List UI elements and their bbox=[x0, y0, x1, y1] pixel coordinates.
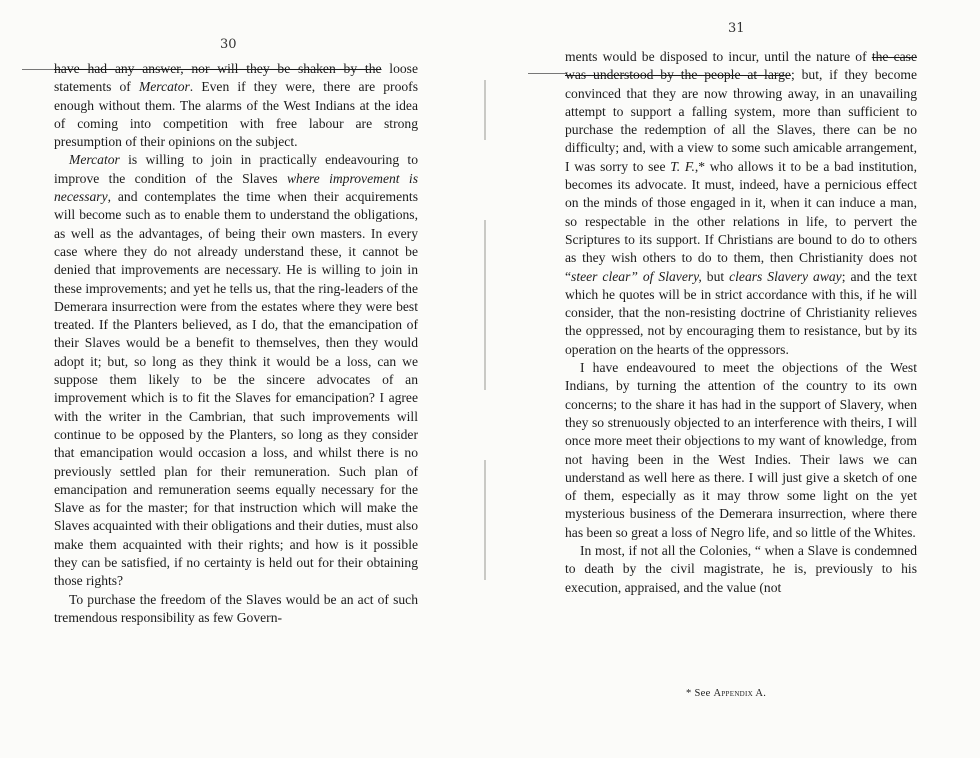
page-number: 30 bbox=[220, 37, 237, 52]
paragraph-text: is willing to join in practically endeavouring to improve the condition of the Slaves bbox=[54, 152, 418, 186]
paragraph-text: ; and the text which he quotes will be in strict accordance with this, if he will consider, that the non-resisting doctrine of Christianity relieves the oppressed, not by encouraging them to resistance, but by its operation on the hearts of the oppressors. bbox=[565, 268, 918, 357]
paragraph-text: loose statements of Mercator. Even if they were, there are proofs enough without them. The alarms of the West Indians at the idea of coming into competition with free labour are strong presumption of their opinions on the subject. bbox=[54, 61, 419, 150]
paragraph bbox=[54, 60, 418, 151]
italic-text: steer clear” of Slavery, bbox=[571, 268, 702, 284]
paragraph-text: ,* who allows it to be a bad institution, becomes its advocate. It must, indeed, have a pernicious effect on the minds of those engaged in it, when it can induce a man, so respectable in the other relations in life, to pervert the Scriptures to its support. If Christians are bound to do to others as they wish others to do to them, then Christianity does not “ bbox=[565, 158, 917, 284]
italic-text: where improvement is necessary bbox=[54, 170, 418, 205]
paragraph-text: , and contemplates the time when their acquirements will become such as to enable them to understand the obligations, as well as the advantages, of being their own masters. In every case where they do not already understand these, it cannot be denied that improvements are necessary. He is willing to join in these improvements; and yet he tells us, that the ring-leaders of the Demerara insurrection were from the estates where they were best treated. If the Planters believed, as I do, that the emancipation of their Slaves would be a benefit to themselves, then they would adopt it; but, so long as they think it would be a loss, can we suppose them likely to be the sincere advocates of an improvement which is to fit the Slaves for emancipation? I agree with the writer in the Cambrian, that such improvements will continue to be opposed by the Planters, so long as they consider that emancipation would occasion a loss, and whilst there is no previously settled plan for their remuneration. Such plan of emancipation and remuneration seems equally necessary for the Slave as for the master; for that instruction which will make the Slaves acquainted with their obligations and their duties, must also make them acquainted with their rights; and how is it possible they can be satisfied, if no certainty is held out for their obtaining those rights? bbox=[54, 189, 418, 589]
scan-rule bbox=[528, 73, 566, 74]
book-gutter bbox=[478, 60, 498, 680]
right-page bbox=[498, 0, 980, 758]
left-page bbox=[0, 0, 478, 758]
paragraph-text: ments would be disposed to incur, until the nature of bbox=[565, 49, 872, 64]
gutter-mark bbox=[484, 460, 486, 580]
italic-text: Mercator bbox=[69, 152, 120, 168]
italic-text: Mercator bbox=[138, 79, 190, 95]
paragraph-text: but bbox=[701, 268, 730, 284]
paragraph: In most, if not all the Colonies, “ when a Slave is condemned to death by the civil magistrate, he is, previously to his execution, appraised, and the value (not bbox=[565, 543, 917, 595]
italic-text: T. F. bbox=[670, 158, 695, 174]
paragraph: I have endeavoured to meet the objections of the West Indians, by turning the attention of the country to its own concerns; to the share it has had in the support of Slavery, when they so strenuously objected to an interference with theirs, I will once more meet their objections to my want of knowledge, from not having been in the West Indies. Their laws we can understand as well here as there. I will just give a sketch of one of them, especially as it may throw some light on the yet mysterious business of the Demerara insurrection, where there has been so great a loss of Negro life, and so little of the Whites. bbox=[565, 360, 917, 540]
paragraph: To purchase the freedom of the Slaves would be an act of such tremendous responsibility as few Govern- bbox=[54, 591, 418, 625]
footnote-label: Appendix A. bbox=[713, 688, 767, 699]
struck-line: the case was understood by the people at large bbox=[565, 49, 917, 83]
paragraph-text: ; but, if they become convinced that they are now throwing away, in an unavailing attempt to support a falling system, more than sufficient to purchase the redemption of all the Slaves, there can be no difficulty; and, with a view to some such amicable arrangement, I was sorry to see bbox=[565, 67, 917, 174]
italic-text: clears Slavery away bbox=[729, 268, 842, 284]
paragraph bbox=[565, 48, 917, 359]
paragraph bbox=[54, 151, 418, 590]
page-body bbox=[565, 48, 917, 597]
footnote bbox=[686, 688, 766, 699]
scan-rule bbox=[22, 69, 56, 70]
page-body bbox=[54, 60, 418, 627]
gutter-mark bbox=[484, 220, 486, 390]
gutter-mark bbox=[484, 80, 486, 140]
footnote-mark: * See bbox=[686, 688, 714, 699]
struck-line: have had any answer, nor will they be shaken by the bbox=[54, 61, 382, 76]
page-number: 31 bbox=[728, 21, 745, 36]
